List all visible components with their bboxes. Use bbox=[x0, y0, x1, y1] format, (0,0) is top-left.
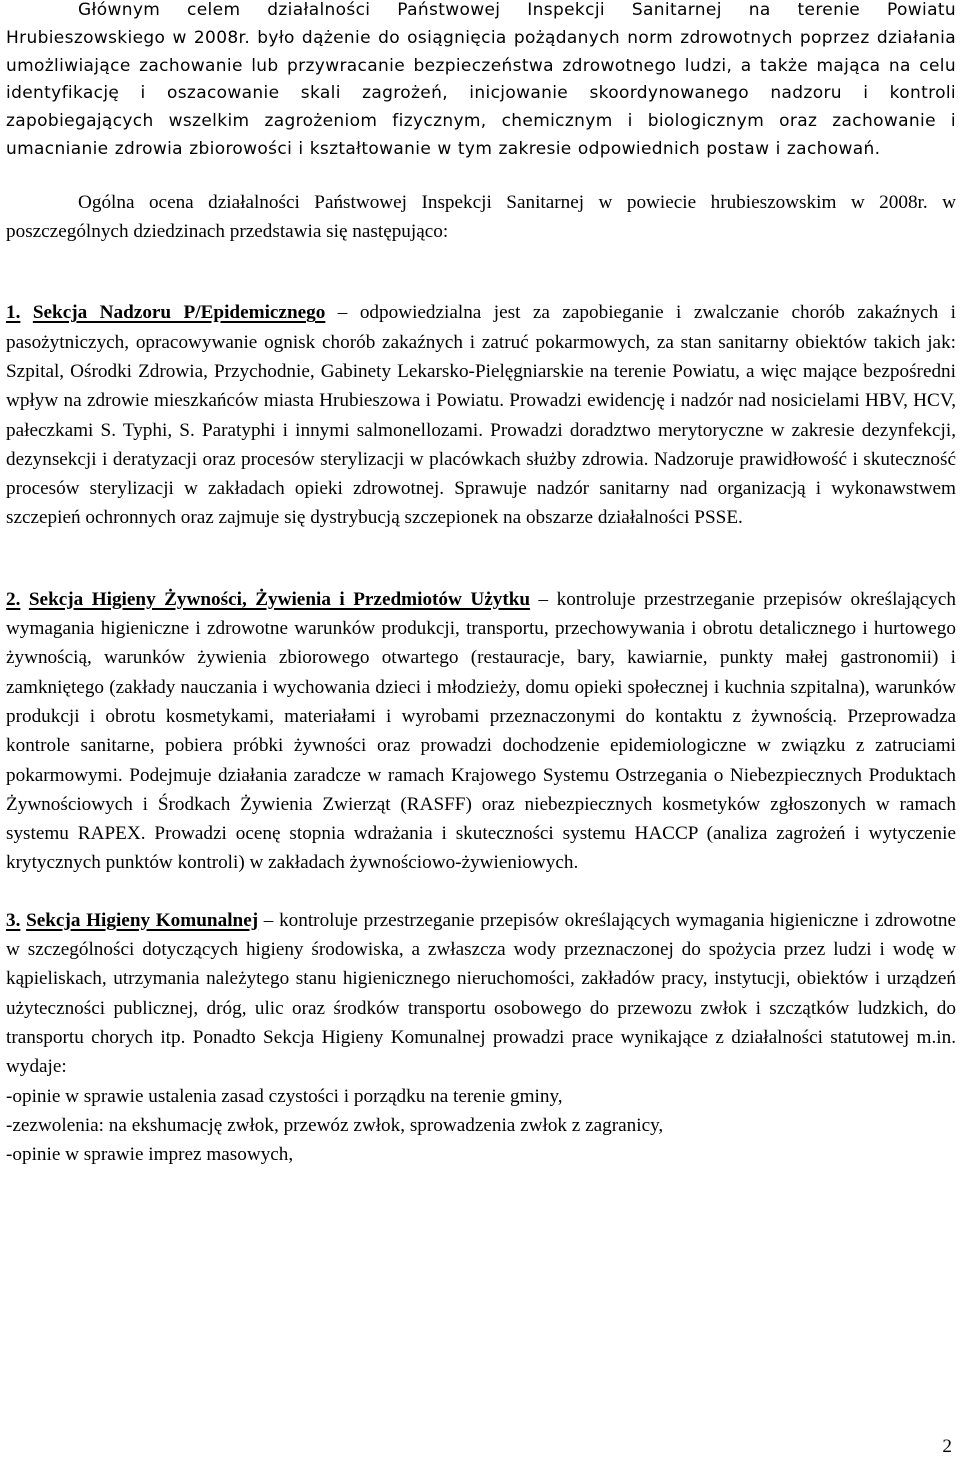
section-3-number: 3. bbox=[6, 909, 21, 931]
section-1-paragraph bbox=[6, 298, 956, 532]
section-1-heading: Sekcja Nadzoru P/Epidemicznego bbox=[32, 302, 326, 324]
section-2-number: 2. bbox=[6, 588, 21, 610]
section-3-paragraph bbox=[6, 906, 956, 1082]
section-2-body: – kontroluje przestrzeganie przepisów określających wymagania higieniczne i zdrowotne warunków produkcji, transportu, przechowywania i obrotu detalicznego i hurtowego żywnością, warunków żywienia zbiorowego otwartego (restauracje, bary, kawiarnie, punkty małej gastronomii) i zamkniętego (zakłady nauczania i wychowania dzieci i młodzieży, domu opieki społecznej i kuchnia szpitalna), warunków produkcji i obrotu kosmetykami, materiałami i wyrobami przeznaczonymi do kontaktu z żywnością. Przeprowadza kontrole sanitarne, pobiera próbki żywności oraz prowadzi dochodzenie epidemiologiczne w związku z zatruciami pokarmowymi. Podejmuje działania zaradcze w ramach Krajowego Systemu Ostrzegania o Niebezpiecznych Produktach Żywnościowych i Środkach Żywienia Zwierząt (RASFF) oraz niebezpiecznych kosmetyków zgłoszonych w ramach systemu RAPEX. Prowadzi ocenę stopnia wdrażania i skuteczności systemu HACCP (analiza zagrożeń i wytyczenie krytycznych punktów kontroli) w zakładach żywnościowo-żywieniowych. bbox=[6, 588, 957, 874]
list-item: -zezwolenia: na ekshumację zwłok, przewóz zwłok, sprowadzenia zwłok z zagranicy, bbox=[6, 1114, 664, 1136]
section-2-heading: Sekcja Higieny Żywności, Żywienia i Przedmiotów Użytku bbox=[28, 588, 531, 610]
section-2-paragraph bbox=[6, 585, 956, 878]
section-3-body: – kontroluje przestrzeganie przepisów określających wymagania higieniczne i zdrowotne w szczególności dotyczących higieny środowiska, a zwłaszcza wody przeznaczonej do spożycia przez ludzi i wodę w kąpieliskach, utrzymania należytego stanu higienicznego nieruchomości, zakładów pracy, instytucji, obiektów i urządzeń użyteczności publicznej, dróg, ulic oraz środków transportu osobowego do przewozu zwłok i szczątków ludzkich, do transportu chorych itp. Ponadto Sekcja Higieny Komunalnej prowadzi prace wynikające z działalności statutowej m.in. wydaje: bbox=[6, 909, 956, 1078]
page-number: 2 bbox=[942, 1436, 952, 1457]
section-1-number: 1. bbox=[6, 302, 21, 324]
section-1-body: – odpowiedzialna jest za zapobieganie i zwalczanie chorób zakaźnych i pasożytniczych, opracowywanie ognisk chorób zakaźnych i zatruć pokarmowych, za stan sanitarny obiektów takich jak: Szpital, Ośrodki Zdrowia, Przychodnie, Gabinety Lekarsko-Pielęgniarskie na terenie Powiatu, a więc mające bezpośredni wpływ na zdrowie mieszkańców miasta Hrubieszowa i Powiatu. Prowadzi ewidencję i nadzór nad nosicielami HBV, HCV, pałeczkami S. Typhi, S. Paratyphi i innymi salmonellozami. Prowadzi doradztwo merytoryczne w zakresie dezynfekcji, dezynsekcji i deratyzacji oraz procesów sterylizacji w placówkach służby zdrowia. Nadzoruje prawidłowość i skuteczność procesów sterylizacji w zakładach opieki zdrowotnej. Sprawuje nadzór sanitarny nad organizacją i wykonawstwem szczepień ochronnych oraz zajmuje się dystrybucją szczepionek na obszarze działalności PSSE. bbox=[6, 302, 957, 529]
list-item: -opinie w sprawie ustalenia zasad czystości i porządku na terenie gminy, bbox=[6, 1085, 563, 1107]
intro-paragraph-2: Ogólna ocena działalności Państwowej Inspekcji Sanitarnej w powiecie hrubieszowskim w 2008r. w poszczególnych dziedzinach przedstawia się następująco: bbox=[6, 191, 956, 243]
intro-paragraph-1: Głównym celem działalności Państwowej Inspekcji Sanitarnej na terenie Powiatu Hrubieszowskiego w 2008r. było dążenie do osiągnięcia pożądanych norm zdrowotnych poprzez działania umożliwiające zachowanie lub przywracanie bezpieczeństwa zdrowotnego ludzi, a także mająca na celu identyfikację i oszacowanie skali zagrożeń, inicjowanie skoordynowanego nadzoru i kontroli zapobiegających wszelkim zagrożeniom fizycznym, chemicznym i biologicznym oraz zachowanie i umacnianie zdrowia zbiorowości i kształtowanie w tym zakresie odpowiednich postaw i zachowań. bbox=[6, 0, 956, 159]
section-3-heading: Sekcja Higieny Komunalnej bbox=[26, 909, 259, 931]
list-item: -opinie w sprawie imprez masowych, bbox=[6, 1144, 294, 1166]
